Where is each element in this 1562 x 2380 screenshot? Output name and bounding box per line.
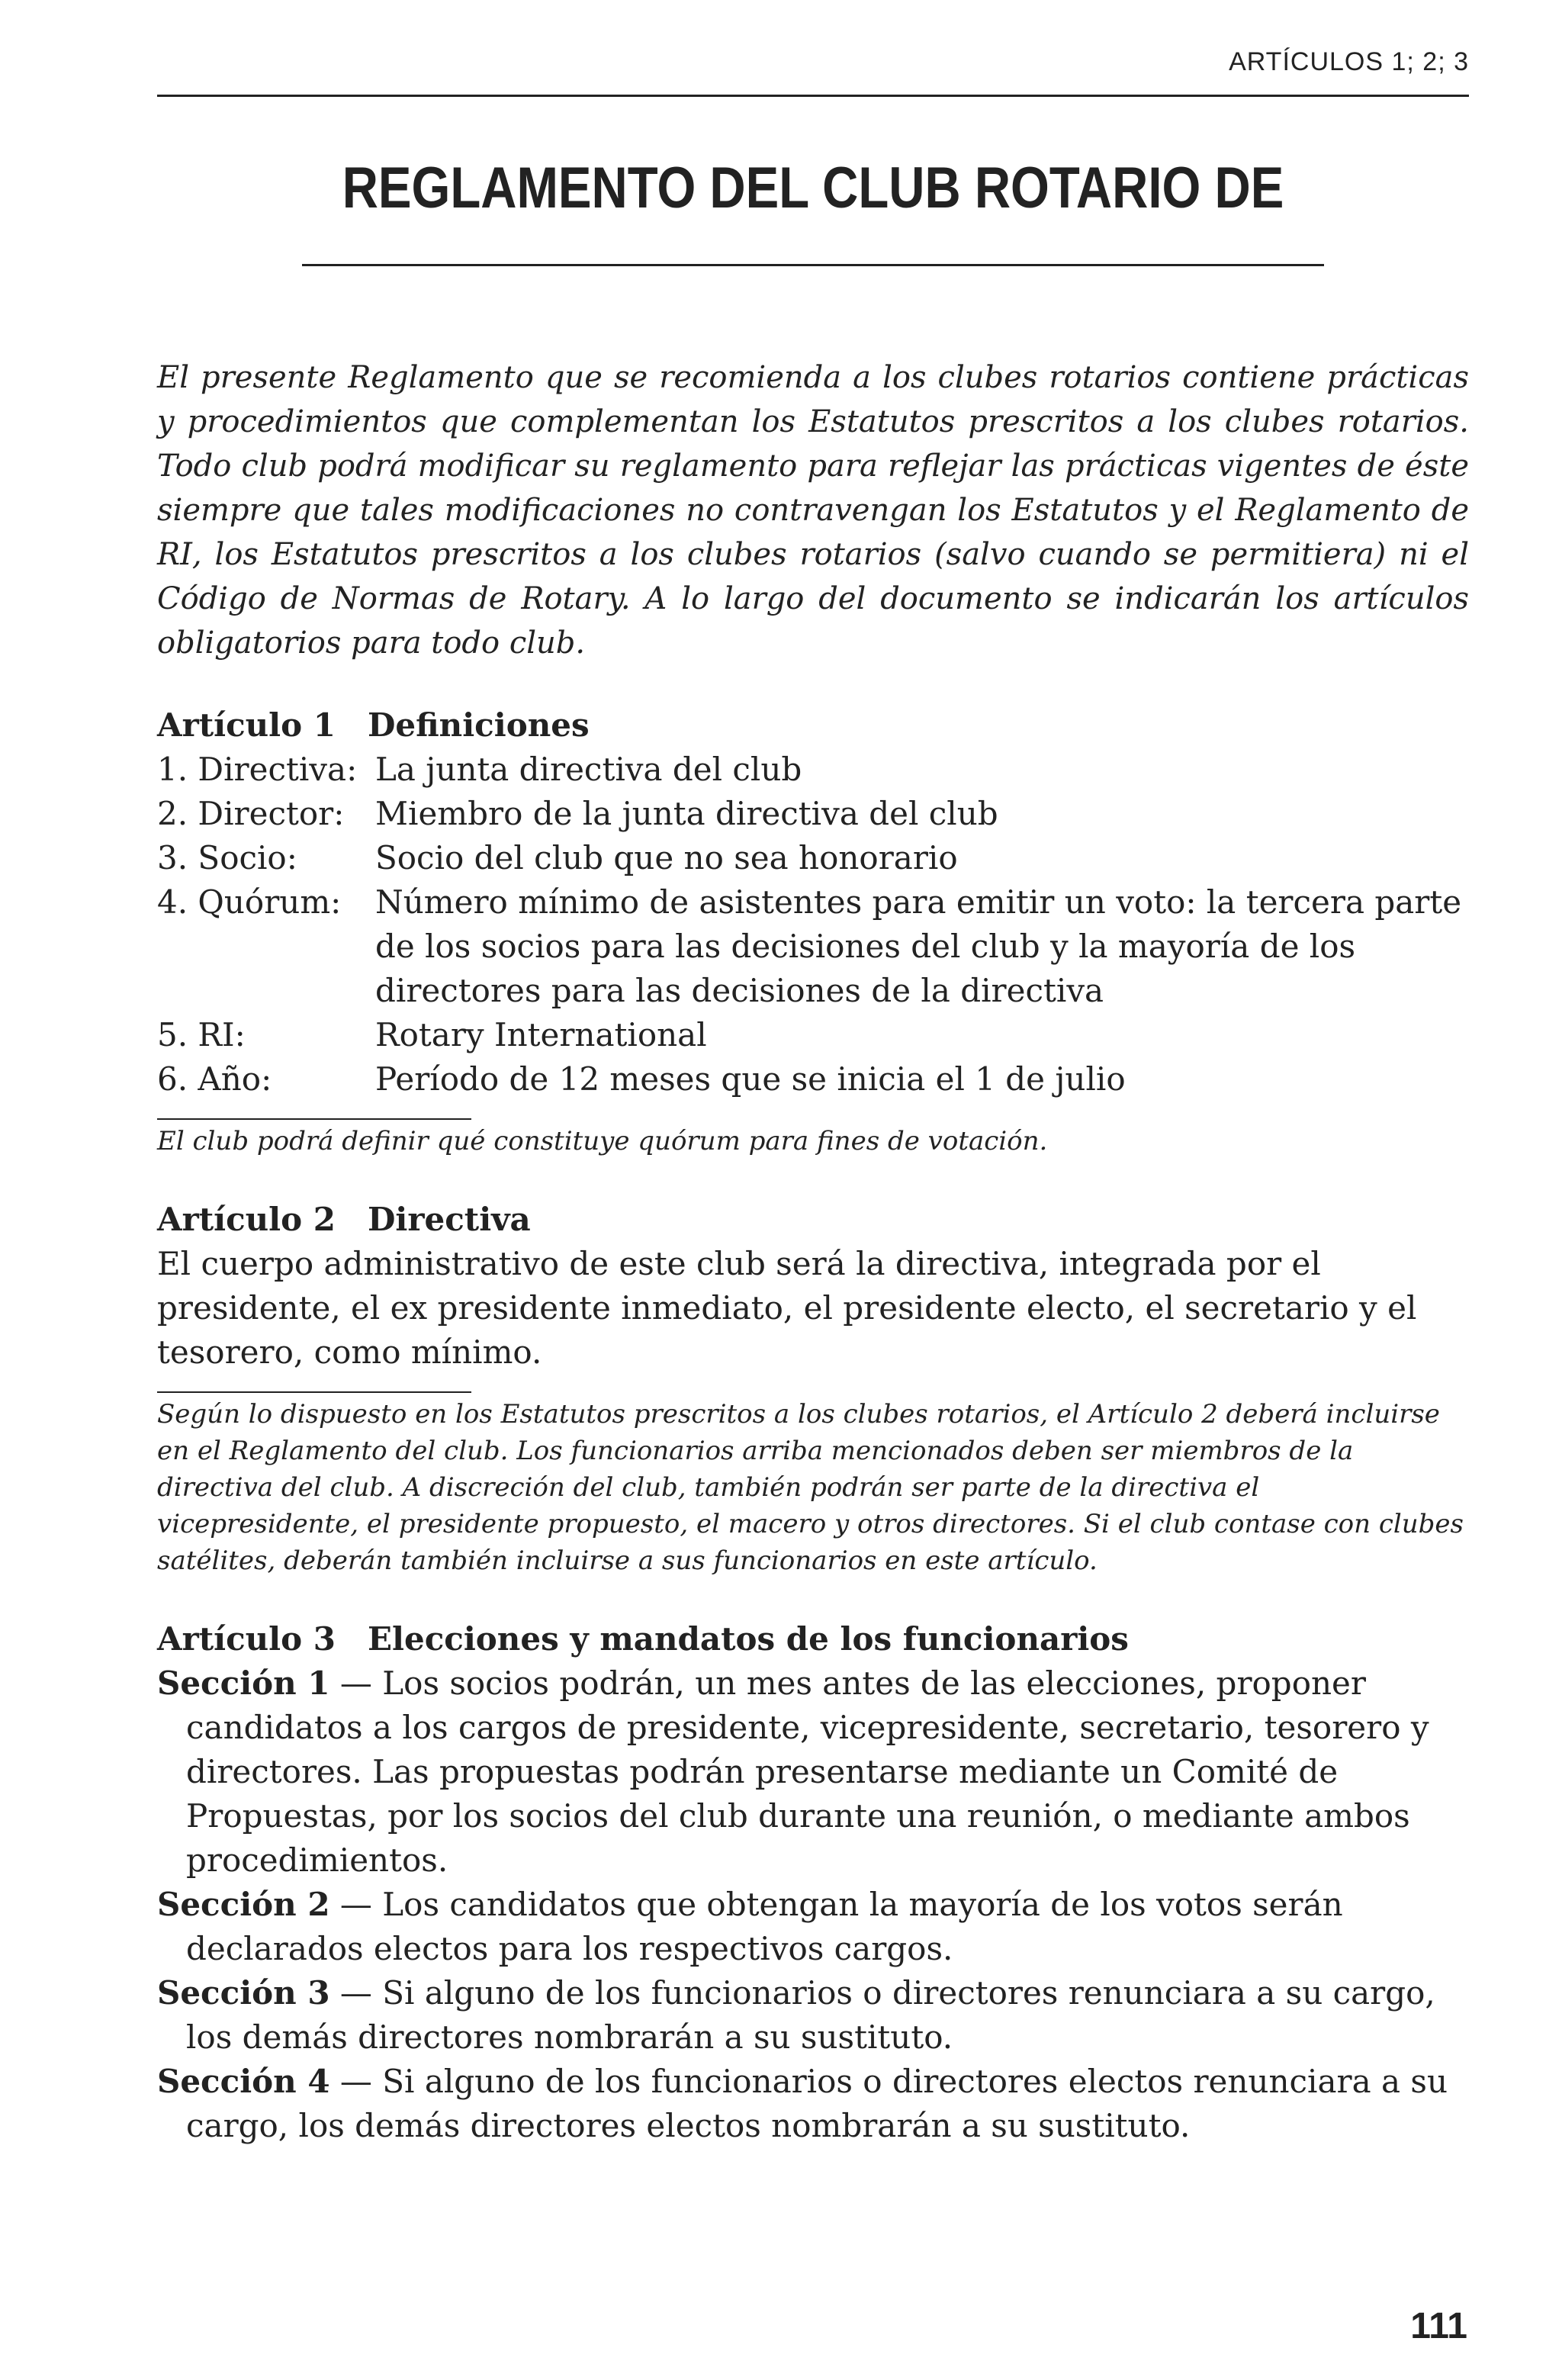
header-rule <box>157 95 1469 97</box>
section-text: — Si alguno de los funcionarios o directores electos renunciara a su cargo, los demás directores electos nombrarán a su sustituto. <box>186 2063 1448 2144</box>
article-1-number: Artículo 1 <box>157 706 336 744</box>
definition-desc: La junta directiva del club <box>375 751 802 788</box>
definition-desc: Período de 12 meses que se inicia el 1 de julio <box>375 1060 1126 1098</box>
running-head: ARTÍCULOS 1; 2; 3 <box>1229 47 1469 76</box>
article-2-title: Directiva <box>368 1201 531 1238</box>
article-1-title: Definiciones <box>368 706 590 744</box>
page-number: 111 <box>1410 2306 1467 2346</box>
definition-item <box>157 748 1469 792</box>
club-name-blank-line <box>302 264 1324 266</box>
section-text: — Los candidatos que obtengan la mayoría de los votos serán declarados electos para los respectivos cargos. <box>186 1886 1343 1967</box>
definition-item <box>157 1013 1469 1057</box>
definition-item <box>157 1057 1469 1102</box>
definition-desc: Miembro de la junta directiva del club <box>375 795 998 832</box>
article-1-note: El club podrá definir qué constituye quórum para fines de votación. <box>157 1126 1048 1156</box>
article-1-heading <box>157 703 1469 748</box>
section-label: Sección 4 <box>157 2063 330 2100</box>
article-3-number: Artículo 3 <box>157 1620 336 1658</box>
article-3-title: Elecciones y mandatos de los funcionarios <box>368 1620 1129 1658</box>
intro-paragraph: El presente Reglamento que se recomienda a los clubes rotarios contiene prácticas y procedimientos que complementan los Estatutos prescritos a los clubes rotarios. Todo club podrá modificar su reglamento para reflejar las prácticas vigentes de éste siempre que tales modificaciones no contravengan los Estatutos y el Reglamento de RI, los Estatutos prescritos a los clubes rotarios (salvo cuando se permitiera) ni el Código de Normas de Rotary. A lo largo del documento se indicarán los artículos obligatorios para todo club. <box>157 360 1469 661</box>
page-title: REGLAMENTO DEL CLUB ROTARIO DE <box>342 155 1284 220</box>
section-text: — Los socios podrán, un mes antes de las elecciones, proponer candidatos a los cargos de presidente, vicepresidente, secretario, tesorero y directores. Las propuestas podrán presentarse mediante un Comité de Propuestas, por los socios del club durante una reunión, o mediante ambos procedimientos. <box>186 1664 1429 1879</box>
article-3-section-4 <box>157 2060 1469 2148</box>
definition-item <box>157 792 1469 836</box>
definition-desc: Número mínimo de asistentes para emitir un voto: la tercera parte de los socios para las decisiones del club y la mayoría de los directores para las decisiones de la directiva <box>375 883 1462 1009</box>
definitions-list <box>157 748 1469 1102</box>
definition-term: 6. Año: <box>157 1060 272 1098</box>
article-3-section-2 <box>157 1883 1469 1971</box>
definition-term: 4. Quórum: <box>157 883 342 921</box>
article-2-number: Artículo 2 <box>157 1201 336 1238</box>
definition-term: 5. RI: <box>157 1016 246 1053</box>
document-body <box>157 355 1469 2148</box>
definition-term: 2. Director: <box>157 795 345 832</box>
definition-desc: Socio del club que no sea honorario <box>375 839 958 876</box>
article-2-heading <box>157 1198 1469 1242</box>
article-3-section-1 <box>157 1661 1469 1883</box>
section-text: — Si alguno de los funcionarios o directores renunciara a su cargo, los demás directores nombrarán a su sustituto. <box>186 1974 1435 2056</box>
article-3-heading <box>157 1617 1469 1661</box>
section-label: Sección 3 <box>157 1974 330 2012</box>
definition-item <box>157 880 1469 1013</box>
definition-term: 3. Socio: <box>157 839 297 876</box>
definition-desc: Rotary International <box>375 1016 707 1053</box>
section-label: Sección 2 <box>157 1886 330 1923</box>
definition-term: 1. Directiva: <box>157 751 358 788</box>
article-2-body: El cuerpo administrativo de este club será la directiva, integrada por el presidente, el ex presidente inmediato, el presidente electo, el secretario y el tesorero, como mínimo. <box>157 1245 1417 1371</box>
definition-item <box>157 836 1469 880</box>
section-label: Sección 1 <box>157 1664 330 1702</box>
article-2-note: Según lo dispuesto en los Estatutos prescritos a los clubes rotarios, el Artículo 2 deberá incluirse en el Reglamento del club. Los funcionarios arriba mencionados deben ser miembros de la directiva del club. A discreción del club, también podrán ser parte de la directiva el vicepresidente, el presidente propuesto, el macero y otros directores. Si el club contase con clubes satélites, deberán también incluirse a sus funcionarios en este artículo. <box>157 1399 1464 1576</box>
article-3-section-3 <box>157 1971 1469 2060</box>
